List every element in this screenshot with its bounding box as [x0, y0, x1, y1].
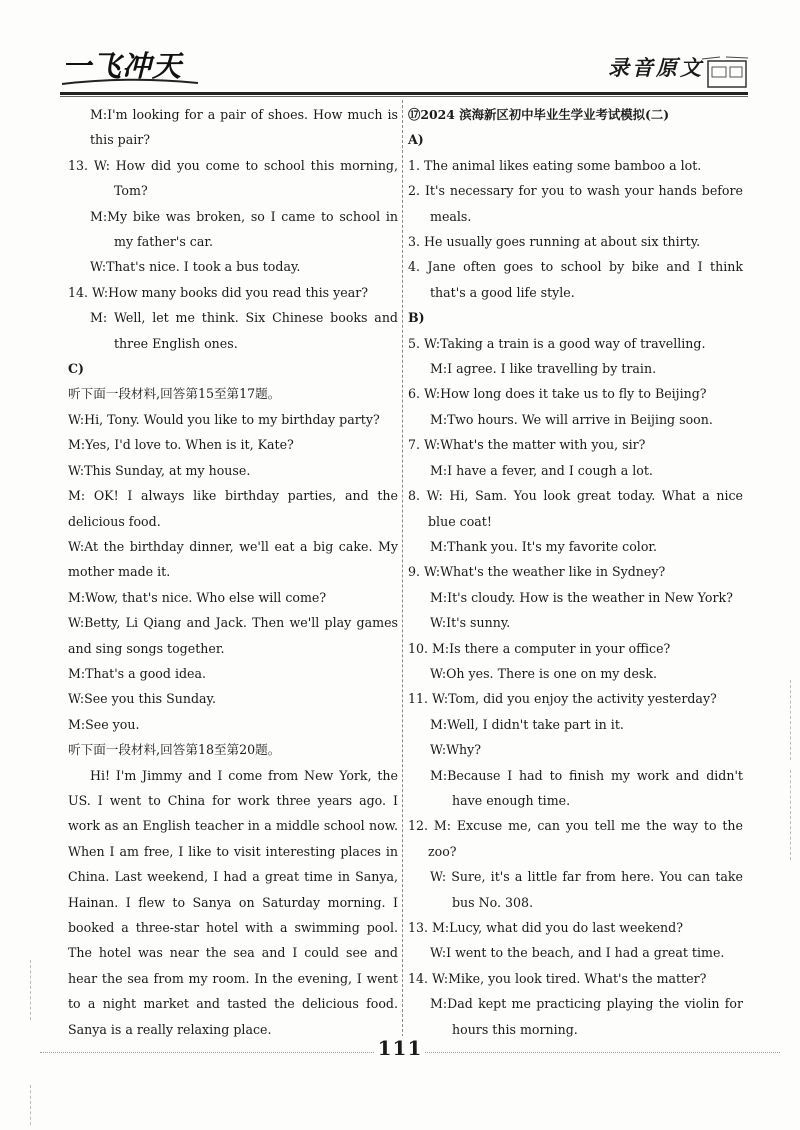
right-line: 2. It's necessary for you to wash your hands before meals. [408, 183, 743, 224]
right-line: M:Thank you. It's my favorite color. [430, 538, 658, 554]
left-line: M:That's a good idea. [68, 665, 207, 681]
section-title: 录音原文 [608, 55, 704, 80]
left-line: W:See you this Sunday. [68, 691, 216, 707]
brand-swoosh-icon [60, 78, 200, 88]
left-line: M: Well, let me think. Six Chinese books and three English ones. [90, 310, 398, 351]
right-line: W:Oh yes. There is one on my desk. [430, 665, 658, 681]
left-column [68, 102, 398, 1042]
left-line: W:Betty, Li Qiang and Jack. Then we'll play games and sing songs together. [68, 615, 398, 656]
page-number: 111 [375, 1036, 425, 1060]
right-line: M:Two hours. We will arrive in Beijing soon. [430, 411, 713, 427]
right-line: 9. W:What's the weather like in Sydney? [408, 564, 666, 580]
right-line: A) [408, 132, 424, 148]
column-divider [402, 100, 403, 1042]
left-line: W:That's nice. I took a bus today. [90, 259, 301, 275]
left-line: M:Yes, I'd love to. When is it, Kate? [68, 437, 294, 453]
margin-mark [790, 680, 791, 760]
right-line: ⑰2024 滨海新区初中毕业生学业考试模拟(二) [408, 107, 670, 122]
left-line: 听下面一段材料,回答第18至第20题。 [68, 742, 281, 758]
right-line: 6. W:How long does it take us to fly to Beijing? [408, 386, 707, 402]
right-line: M:Because I had to finish my work and didn't have enough time. [430, 767, 743, 808]
right-line: M:I agree. I like travelling by train. [430, 361, 657, 377]
right-line: 1. The animal likes eating some bamboo a lot. [408, 157, 702, 173]
left-line: 13. W: How did you come to school this morning, Tom? [68, 157, 398, 199]
margin-mark [30, 960, 31, 1020]
decorative-stamp-icon [700, 55, 750, 89]
right-line: M:I have a fever, and I cough a lot. [430, 462, 653, 478]
left-line: W:This Sunday, at my house. [68, 462, 251, 478]
left-line: M:My bike was broken, so I came to school in my father's car. [90, 208, 398, 250]
brand-logo: 一飞冲天 [62, 49, 183, 83]
right-line: 13. M:Lucy, what did you do last weekend? [408, 920, 683, 935]
right-line: 12. M: Excuse me, can you tell me the way to the zoo? [408, 818, 743, 859]
right-line: B) [408, 310, 425, 326]
right-line: M:Dad kept me practicing playing the violin for hours this morning. [430, 996, 743, 1037]
left-line: 听下面一段材料,回答第15至第17题。 [68, 386, 281, 402]
left-line: M: OK! I always like birthday parties, and the delicious food. [68, 488, 398, 529]
right-column [408, 102, 743, 1042]
left-line: M:I'm looking for a pair of shoes. How much is this pair? [90, 107, 398, 148]
header-rule [60, 92, 748, 95]
right-line: 5. W:Taking a train is a good way of travelling. [408, 335, 706, 351]
right-line: 14. W:Mike, you look tired. What's the matter? [408, 970, 707, 986]
margin-mark [30, 1085, 31, 1125]
right-line: W:Why? [430, 742, 482, 758]
left-line: Hi! I'm Jimmy and I come from New York, the US. I went to China for work three years ago. I work as an English teacher in a middle school now. When I am free, I like to visit interesting places in China. Last weekend, I had a great time in Sanya, Hainan. I flew to Sanya on Saturday morning. I booked a three-star hotel with a swimming pool. The hotel was near the sea and I could see and hear the sea from my room. In the evening, I went to a night market and tasted the delicious food. Sanya is a really relaxing place. [68, 767, 398, 1037]
header-rule-thin [60, 96, 748, 97]
right-line: M:Well, I didn't take part in it. [430, 716, 624, 732]
margin-mark [790, 770, 791, 860]
right-line: W: Sure, it's a little far from here. You can take bus No. 308. [430, 869, 743, 910]
left-line: W:Hi, Tony. Would you like to my birthday party? [68, 411, 380, 427]
left-line: C) [68, 361, 84, 377]
right-line: 8. W: Hi, Sam. You look great today. What a nice blue coat! [408, 488, 743, 529]
left-line: M:Wow, that's nice. Who else will come? [68, 589, 327, 605]
right-line: M:It's cloudy. How is the weather in New York? [430, 589, 733, 605]
right-line: 11. W:Tom, did you enjoy the activity yesterday? [408, 691, 717, 707]
left-line: M:See you. [68, 716, 140, 732]
right-line: 7. W:What's the matter with you, sir? [408, 437, 646, 453]
page-header [0, 0, 800, 95]
right-line: 3. He usually goes running at about six thirty. [408, 234, 701, 250]
right-line: W:I went to the beach, and I had a great time. [430, 945, 725, 961]
right-line: 10. M:Is there a computer in your office? [408, 640, 671, 656]
right-line: W:It's sunny. [430, 615, 511, 631]
left-line: W:At the birthday dinner, we'll eat a big cake. My mother made it. [68, 538, 398, 580]
right-line: 4. Jane often goes to school by bike and I think that's a good life style. [408, 259, 743, 300]
left-line: 14. W:How many books did you read this year? [68, 284, 368, 300]
